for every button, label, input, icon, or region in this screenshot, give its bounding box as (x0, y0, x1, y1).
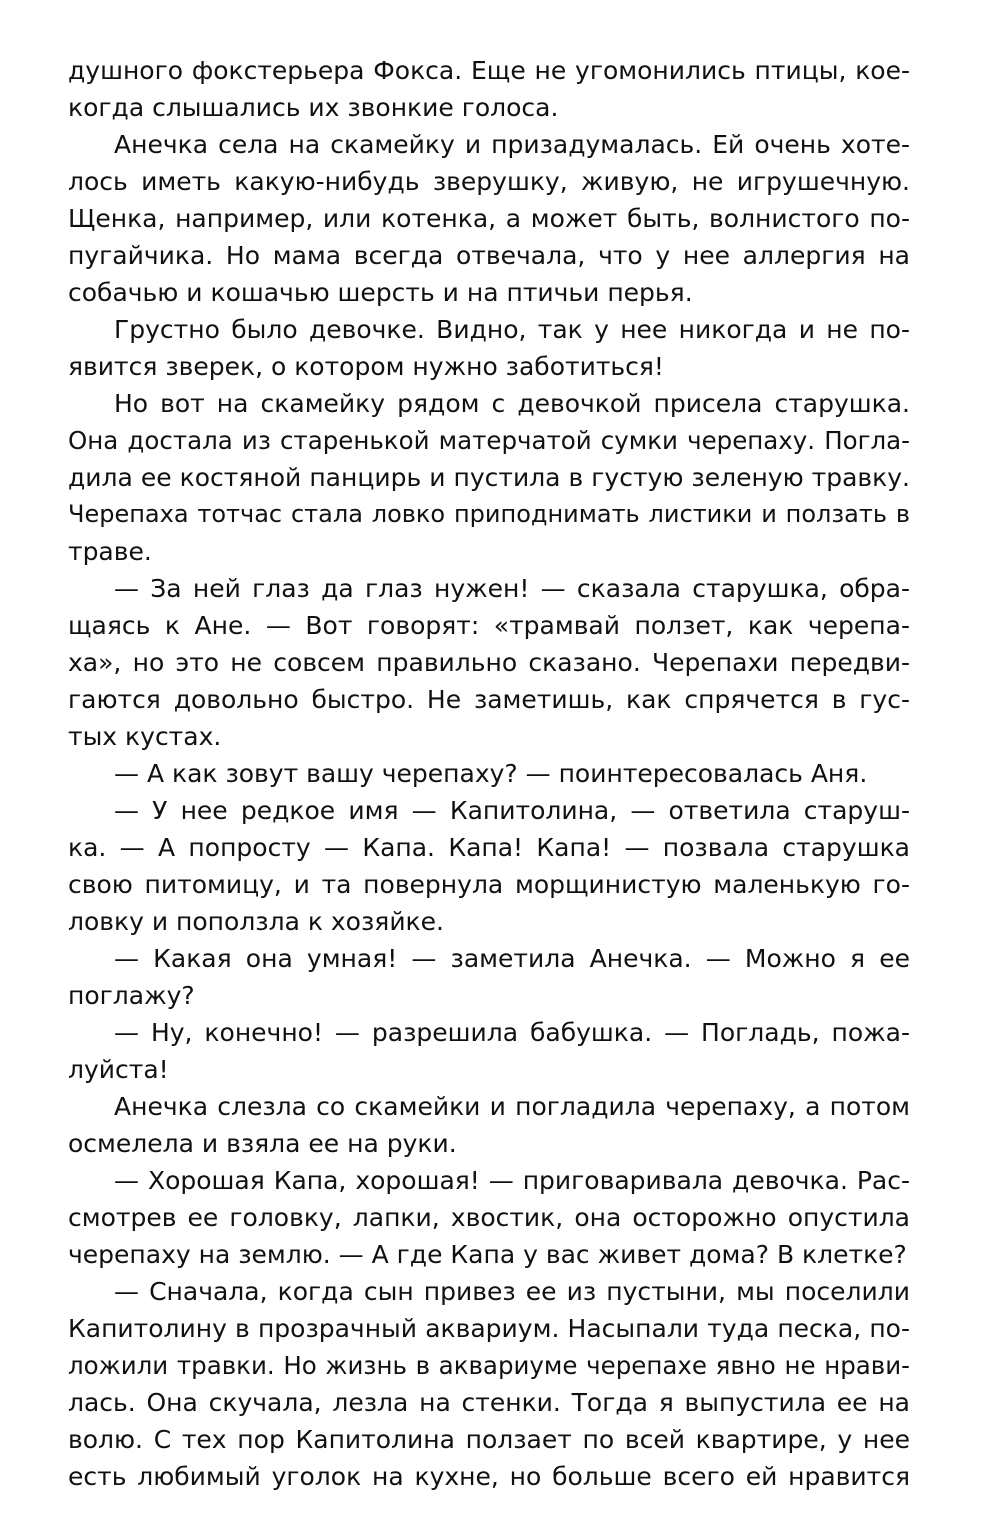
text-line: гаются довольно быстро. Не заметишь, как спрячется в гус- (68, 685, 910, 714)
text-line: черепаху на землю. — А где Капа у вас живет дома? В клетке? (68, 1240, 907, 1269)
text-line: Черепаха тотчас стала ловко приподнимать листики и ползать в (68, 500, 910, 528)
text-line: Щенка, например, или котенка, а может быть, волнистого по- (68, 204, 910, 233)
paragraph (68, 1014, 910, 1088)
paragraph (68, 570, 910, 755)
text-line: Но вот на скамейку рядом с девочкой присела старушка. (114, 389, 910, 418)
text-line: — Ну, конечно! — разрешила бабушка. — Погладь, пожа- (114, 1018, 910, 1047)
text-line: собачью и кошачью шерсть и на птичьи перья. (68, 278, 693, 307)
text-line: лось иметь какую-нибудь зверушку, живую, не игрушечную. (68, 167, 910, 196)
text-line: смотрев ее головку, лапки, хвостик, она осторожно опустила (68, 1203, 910, 1232)
paragraph (68, 385, 910, 570)
text-line: лась. Она скучала, лезла на стенки. Тогда я выпустила ее на (68, 1388, 910, 1417)
text-line: — Хорошая Капа, хорошая! — приговаривала девочка. Рас- (114, 1166, 910, 1195)
text-line: ложили травки. Но жизнь в аквариуме черепахе явно не нрави- (68, 1351, 910, 1380)
text-line: — У нее редкое имя — Капитолина, — ответила старуш- (114, 796, 910, 825)
paragraph (68, 311, 910, 385)
text-line: Анечка села на скамейку и призадумалась. Ей очень хоте- (114, 130, 910, 159)
text-line: — Какая она умная! — заметила Анечка. — Можно я ее (114, 944, 910, 973)
text-line: свою питомицу, и та повернула морщинистую маленькую го- (68, 870, 910, 899)
book-page-text (68, 52, 910, 1495)
text-line: есть любимый уголок на кухне, но больше всего ей нравится (68, 1462, 910, 1491)
paragraph (68, 126, 910, 311)
text-line: пугайчика. Но мама всегда отвечала, что у нее аллергия на (68, 241, 910, 270)
paragraph (68, 1162, 910, 1273)
paragraph (68, 1273, 910, 1495)
text-line: осмелела и взяла ее на руки. (68, 1129, 457, 1158)
text-line: щаясь к Ане. — Вот говорят: «трамвай ползет, как черепа- (68, 611, 910, 640)
text-line: тых кустах. (68, 722, 222, 751)
text-line: поглажу? (68, 981, 195, 1010)
text-line: явится зверек, о котором нужно заботиться! (68, 352, 664, 381)
text-line: — За ней глаз да глаз нужен! — сказала старушка, обра- (114, 574, 910, 603)
paragraph (68, 792, 910, 940)
text-line: — Сначала, когда сын привез ее из пустыни, мы поселили (114, 1277, 910, 1306)
paragraph (68, 940, 910, 1014)
paragraph (68, 1088, 910, 1162)
text-line: ловку и поползла к хозяйке. (68, 907, 444, 936)
text-line: душного фокстерьера Фокса. Еще не угомонились птицы, кое- (68, 56, 910, 85)
paragraph (68, 52, 910, 126)
text-line: Она достала из старенькой матерчатой сумки черепаху. Погла- (68, 426, 910, 455)
text-line: траве. (68, 537, 152, 566)
text-line: ха», но это не совсем правильно сказано. Черепахи передви- (68, 648, 910, 677)
text-line: — А как зовут вашу черепаху? — поинтересовалась Аня. (114, 759, 868, 788)
text-line: Капитолину в прозрачный аквариум. Насыпали туда песка, по- (68, 1314, 910, 1343)
text-line: ка. — А попросту — Капа. Капа! Капа! — позвала старушка (68, 833, 910, 862)
text-line: дила ее костяной панцирь и пустила в густую зеленую травку. (68, 463, 910, 492)
text-line: когда слышались их звонкие голоса. (68, 93, 559, 122)
text-line: луйста! (68, 1055, 169, 1084)
text-line: волю. С тех пор Капитолина ползает по всей квартире, у нее (68, 1425, 910, 1454)
text-line: Грустно было девочке. Видно, так у нее никогда и не по- (114, 315, 910, 344)
text-line: Анечка слезла со скамейки и погладила черепаху, а потом (114, 1092, 910, 1121)
paragraph (68, 755, 910, 792)
